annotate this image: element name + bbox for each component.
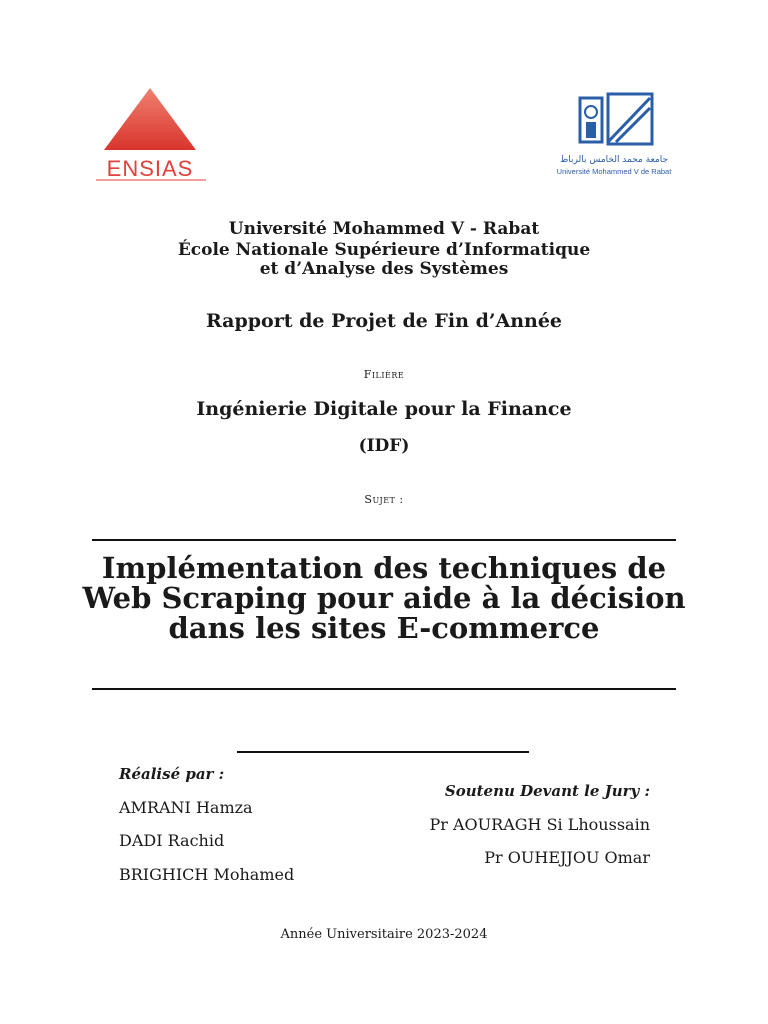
school-name-line1: École Nationale Supérieure d’Informatique [177,240,591,260]
jury-label: Soutenu Devant le Jury : [444,782,650,800]
jury-member: Pr OUHEJJOU Omar [484,848,650,867]
um5-latin-text: Université Mohammed V de Rabat [556,167,672,176]
subject-label: Sujet : [364,493,404,506]
author-name: DADI Rachid [119,831,225,850]
jury-member: Pr AOURAGH Si Lhoussain [429,815,650,834]
um5-logo [550,92,678,178]
university-name: Université Mohammed V - Rabat [228,219,540,239]
um5-arabic-text: جامعة محمد الخامس بالرباط [559,155,669,165]
subject-title-line: Web Scraping pour aide à la décision [82,581,686,615]
separator-rule [237,751,529,753]
school-name-line2: et d’Analyse des Systèmes [259,259,509,279]
subject-title-line: dans les sites E-commerce [168,611,600,645]
title-rule-top [92,539,676,541]
report-type: Rapport de Projet de Fin d’Année [205,310,563,332]
author-name: BRIGHICH Mohamed [119,865,295,884]
author-name: AMRANI Hamza [119,798,253,817]
filiere-label: Filière [363,368,405,381]
title-rule-bottom [92,688,676,690]
filiere-name: Ingénierie Digitale pour la Finance [196,398,572,420]
ensias-logo [92,86,212,181]
academic-year: Année Universitaire 2023-2024 [280,927,488,942]
filiere-abbr: (IDF) [358,436,410,456]
authors-label: Réalisé par : [119,765,225,783]
subject-title [0,553,768,643]
ensias-logo-text: ENSIAS [106,156,194,181]
subject-title-line: Implémentation des techniques de [101,551,667,585]
